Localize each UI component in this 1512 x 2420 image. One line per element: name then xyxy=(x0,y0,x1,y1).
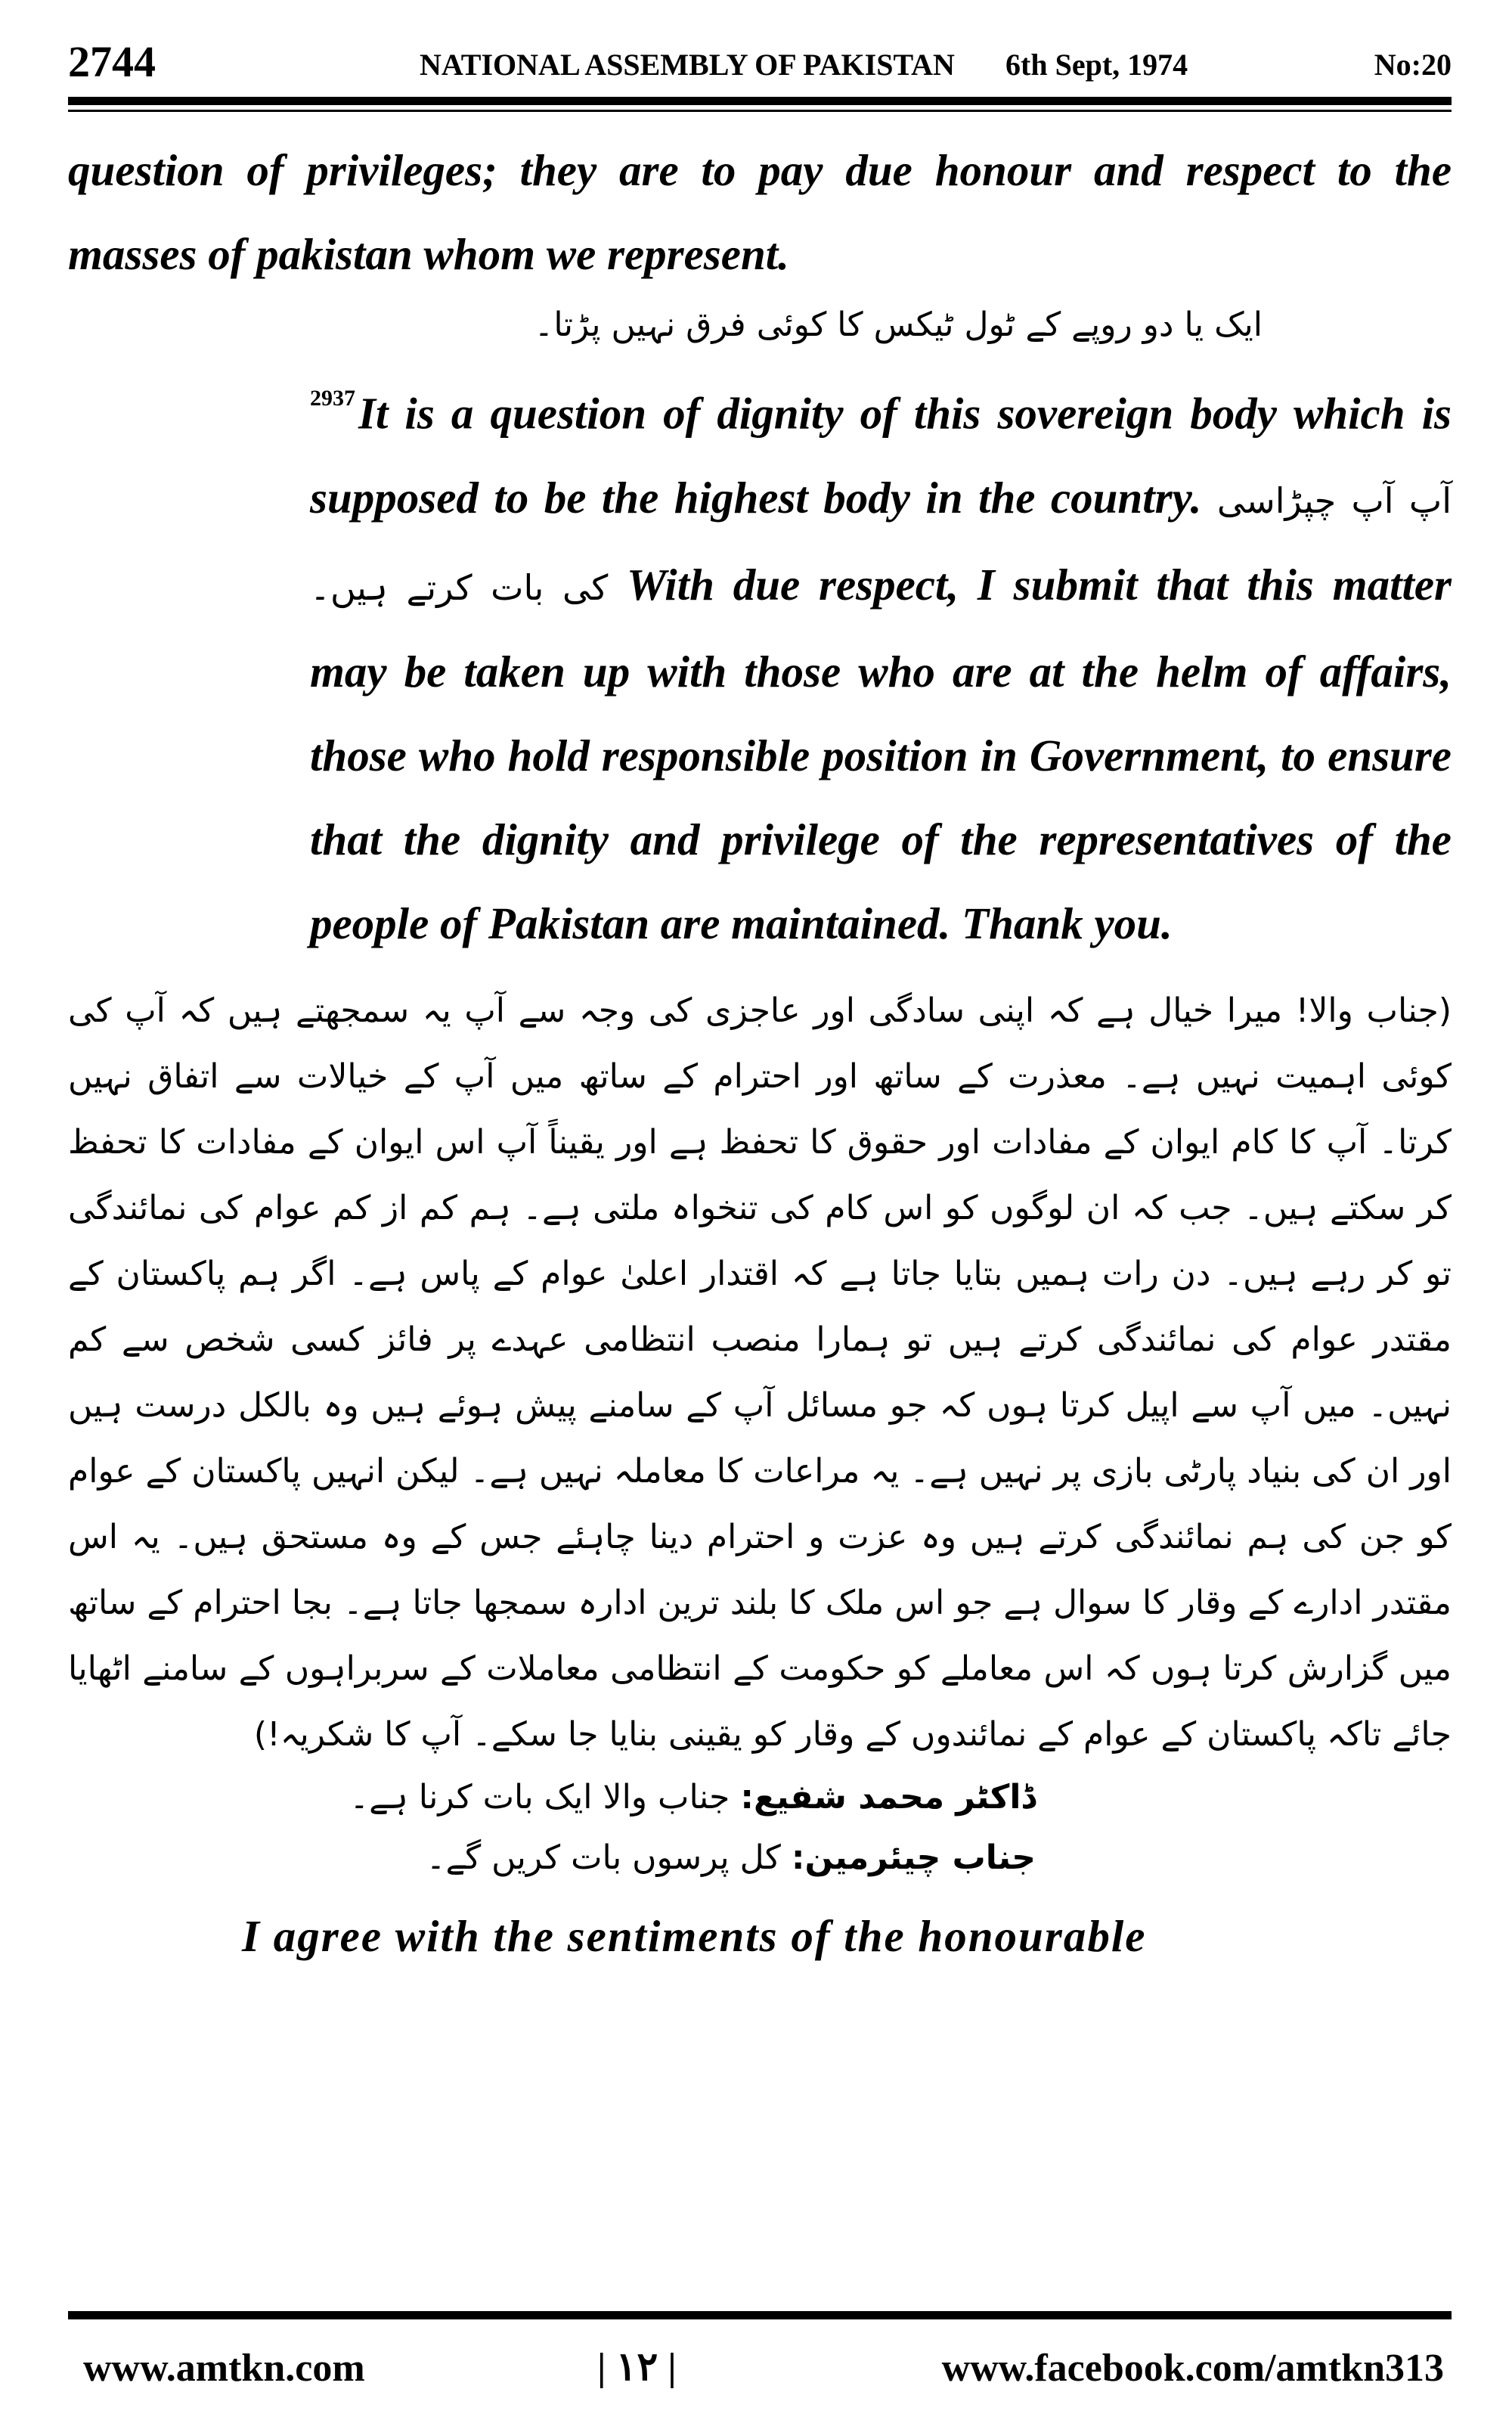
footer-facebook-link[interactable]: www.facebook.com/amtkn313 xyxy=(941,2347,1444,2390)
session-date: 6th Sept, 1974 xyxy=(1005,48,1188,82)
urdu-aside: ایک یا دو روپے کے ٹول ٹیکس کا کوئی فرق نہیں پڑتا۔ xyxy=(534,306,1263,344)
speaker-text-shafi: جناب والا ایک بات کرنا ہے۔ xyxy=(349,1777,730,1817)
urdu-translation-paragraph: (جناب والا! میرا خیال ہے کہ اپنی سادگی اور عاجزی کی وجہ سے آپ یہ سمجھتے ہیں کہ آپ کی کوئی اہمیت نہیں ہے۔ معذرت کے ساتھ اور احترام کے ساتھ میں آپ کے خیالات سے اتفاق نہیں کرتا۔ آپ کا کام ایوان کے مفادات اور حقوق کا تحفظ ہے اور یقیناً آپ اس ایوان کے مفادات کا تحفظ کر سکتے ہیں۔ جب کہ ان لوگوں کو اس کام کی تنخواہ ملتی ہے۔ ہم کم از کم عوام کی نمائندگی تو کر رہے ہیں۔ دن رات ہمیں بتایا جاتا ہے کہ اقتدار اعلیٰ عوام کے پاس ہے۔ اگر ہم پاکستان کے مقتدر عوام کی نمائندگی کرتے ہیں تو ہمارا منصب انتظامی عہدے پر فائز کسی شخص سے کم نہیں۔ میں آپ سے اپیل کرتا ہوں کہ جو مسائل آپ کے سامنے پیش ہوئے ہیں وہ بالکل درست ہیں اور ان کی بنیاد پارٹی بازی پر نہیں ہے۔ یہ مراعات کا معاملہ نہیں ہے۔ لیکن انہیں پاکستان کے عوام کو جن کی ہم نمائندگی کرتے ہیں وہ عزت و احترام دینا چاہئے جس کے وہ مستحق ہیں۔ یہ اس مقتدر ادارے کے وقار کا سوال ہے جو اس ملک کا بلند ترین ادارہ سمجھا جاتا ہے۔ بجا احترام کے ساتھ میں گزارش کرتا ہوں کہ اس معاملے کو حکومت کے انتظامی معاملات کے سربراہوں کے سامنے اٹھایا جائے تاکہ پاکستان کے عوام کے نمائندوں کے وقار کو یقینی بنایا جا سکے۔ آپ کا شکریہ!) xyxy=(68,991,1452,1754)
footer-rule xyxy=(68,2311,1452,2319)
footer-website-link[interactable]: www.amtkn.com xyxy=(83,2347,365,2390)
speaker-name-shafi: ڈاکٹر محمد شفیع: xyxy=(740,1777,1036,1817)
page-body xyxy=(68,129,1452,1978)
page-header xyxy=(68,30,1452,91)
english-paragraph-2 xyxy=(68,364,1452,966)
english-closing-line: I agree with the sentiments of the honourable xyxy=(242,1910,1147,1961)
footer-page-number: | ۱۲ | xyxy=(597,2346,677,2389)
speaker-text-chairman: کل پرسوں بات کریں گے۔ xyxy=(426,1838,781,1877)
page-footer xyxy=(68,2322,1452,2405)
english-paragraph-2-part-b: With due respect, I submit that this matter may be taken up with those who are at the helm of affairs, those who hold responsible position in Government, to ensure that the dignity and privilege of the representatives of the people of Pakistan are maintained. Thank you. xyxy=(310,559,1452,948)
english-paragraph-2-part-a: It is a question of dignity of this sovereign body which is supposed to be the highest body in the country. xyxy=(310,388,1452,523)
speaker-line-chairman xyxy=(68,1828,1452,1888)
english-paragraph-1: question of privileges; they are to pay due honour and respect to the masses of pakistan whom we represent. xyxy=(68,145,1452,279)
speaker-line-shafi xyxy=(68,1767,1452,1828)
header-rule-thin xyxy=(68,110,1452,112)
urdu-inline-remark: آپ آپ چپڑاسی کی بات کرتے ہیں۔ xyxy=(310,479,1452,608)
issue-number: No:20 xyxy=(1374,48,1452,82)
speaker-name-chairman: جناب چیئرمین: xyxy=(791,1838,1036,1877)
page-number: 2744 xyxy=(68,37,156,86)
footnote-marker: 2937 xyxy=(310,386,355,411)
journal-title: NATIONAL ASSEMBLY OF PAKISTAN xyxy=(420,48,955,82)
header-rule-thick xyxy=(68,97,1452,105)
